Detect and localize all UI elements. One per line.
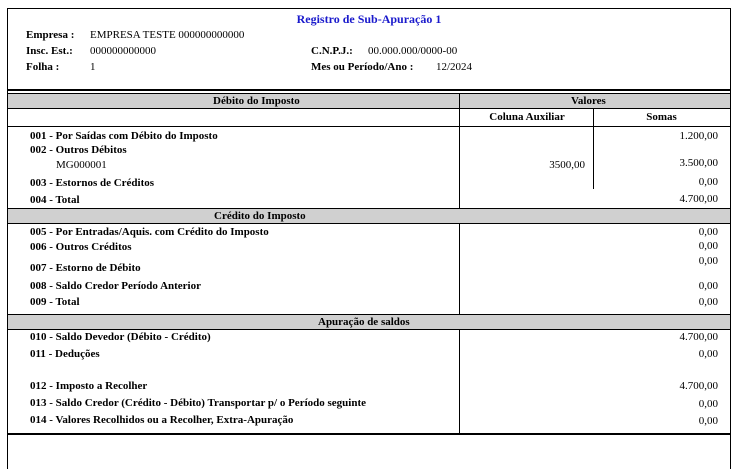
row-002-sub-label: MG000001: [56, 159, 107, 171]
row-005-value: 0,00: [698, 226, 718, 238]
insc-label: Insc. Est.:: [26, 45, 73, 57]
valores-header: Valores: [571, 95, 606, 107]
debito-header: Débito do Imposto: [213, 95, 300, 107]
row-002-label: 002 - Outros Débitos: [30, 144, 127, 156]
folha-value: 1: [90, 61, 96, 73]
row-011-value: 0,00: [698, 348, 718, 360]
cnpj-value: 00.000.000/0000-00: [368, 45, 458, 57]
row-004-value: 4.700,00: [679, 193, 718, 205]
cnpj-label: C.N.P.J.:: [311, 45, 353, 57]
somas-column-header: Somas: [646, 111, 677, 123]
row-012-label: 012 - Imposto a Recolher: [30, 380, 148, 392]
row-003-label: 003 - Estornos de Créditos: [30, 177, 155, 189]
row-009-value: 0,00: [698, 296, 718, 308]
footer-separator: [8, 433, 730, 435]
row-011-label: 011 - Deduções: [30, 348, 100, 360]
row-013-value: 0,00: [698, 398, 718, 410]
aux-column-header: Coluna Auxiliar: [489, 111, 565, 123]
row-002-sub-aux: 3500,00: [549, 159, 585, 171]
insc-value: 000000000000: [90, 45, 156, 57]
empresa-value: EMPRESA TESTE 000000000000: [90, 29, 245, 41]
apuracao-header-band: [8, 314, 730, 330]
report-title: Registro de Sub-Apuração 1: [296, 12, 442, 26]
report-frame: [7, 8, 731, 469]
row-010-value: 4.700,00: [679, 331, 718, 343]
row-014-value: 0,00: [698, 415, 718, 427]
apuracao-header: Apuração de saldos: [318, 316, 410, 328]
folha-label: Folha :: [26, 61, 60, 73]
apuracao-aux-divider: [459, 330, 460, 434]
row-001-label: 001 - Por Saídas com Débito do Imposto: [30, 130, 218, 142]
row-009-label: 009 - Total: [30, 296, 80, 308]
row-007-label: 007 - Estorno de Débito: [30, 262, 141, 274]
row-013-label: 013 - Saldo Credor (Crédito - Débito) Transportar p/ o Período seguinte: [30, 397, 366, 409]
colheader-line: [8, 126, 730, 127]
somas-column-divider: [593, 109, 594, 189]
row-005-label: 005 - Por Entradas/Aquis. com Crédito do Imposto: [30, 226, 269, 238]
aux-column-divider: [459, 93, 460, 208]
row-001-value: 1.200,00: [679, 130, 718, 142]
row-008-value: 0,00: [698, 280, 718, 292]
row-012-value: 4.700,00: [679, 380, 718, 392]
row-003-value: 0,00: [698, 176, 718, 188]
row-006-label: 006 - Outros Créditos: [30, 241, 132, 253]
row-014-label: 014 - Valores Recolhidos ou a Recolher, Extra-Apuração: [30, 414, 294, 426]
empresa-label: Empresa :: [26, 29, 75, 41]
row-008-label: 008 - Saldo Credor Período Anterior: [30, 280, 201, 292]
row-006-value: 0,00: [698, 240, 718, 252]
row-006b-value: 0,00: [698, 255, 718, 267]
credito-header-band: [8, 208, 730, 224]
header-separator: [8, 89, 730, 91]
credito-aux-divider: [459, 224, 460, 314]
row-002-value: 3.500,00: [679, 157, 718, 169]
row-010-label: 010 - Saldo Devedor (Débito - Crédito): [30, 331, 211, 343]
debito-header-band: [8, 93, 730, 109]
credito-header: Crédito do Imposto: [214, 210, 306, 222]
periodo-value: 12/2024: [436, 61, 473, 73]
row-004-label: 004 - Total: [30, 194, 80, 206]
periodo-label: Mes ou Período/Ano :: [311, 61, 414, 73]
